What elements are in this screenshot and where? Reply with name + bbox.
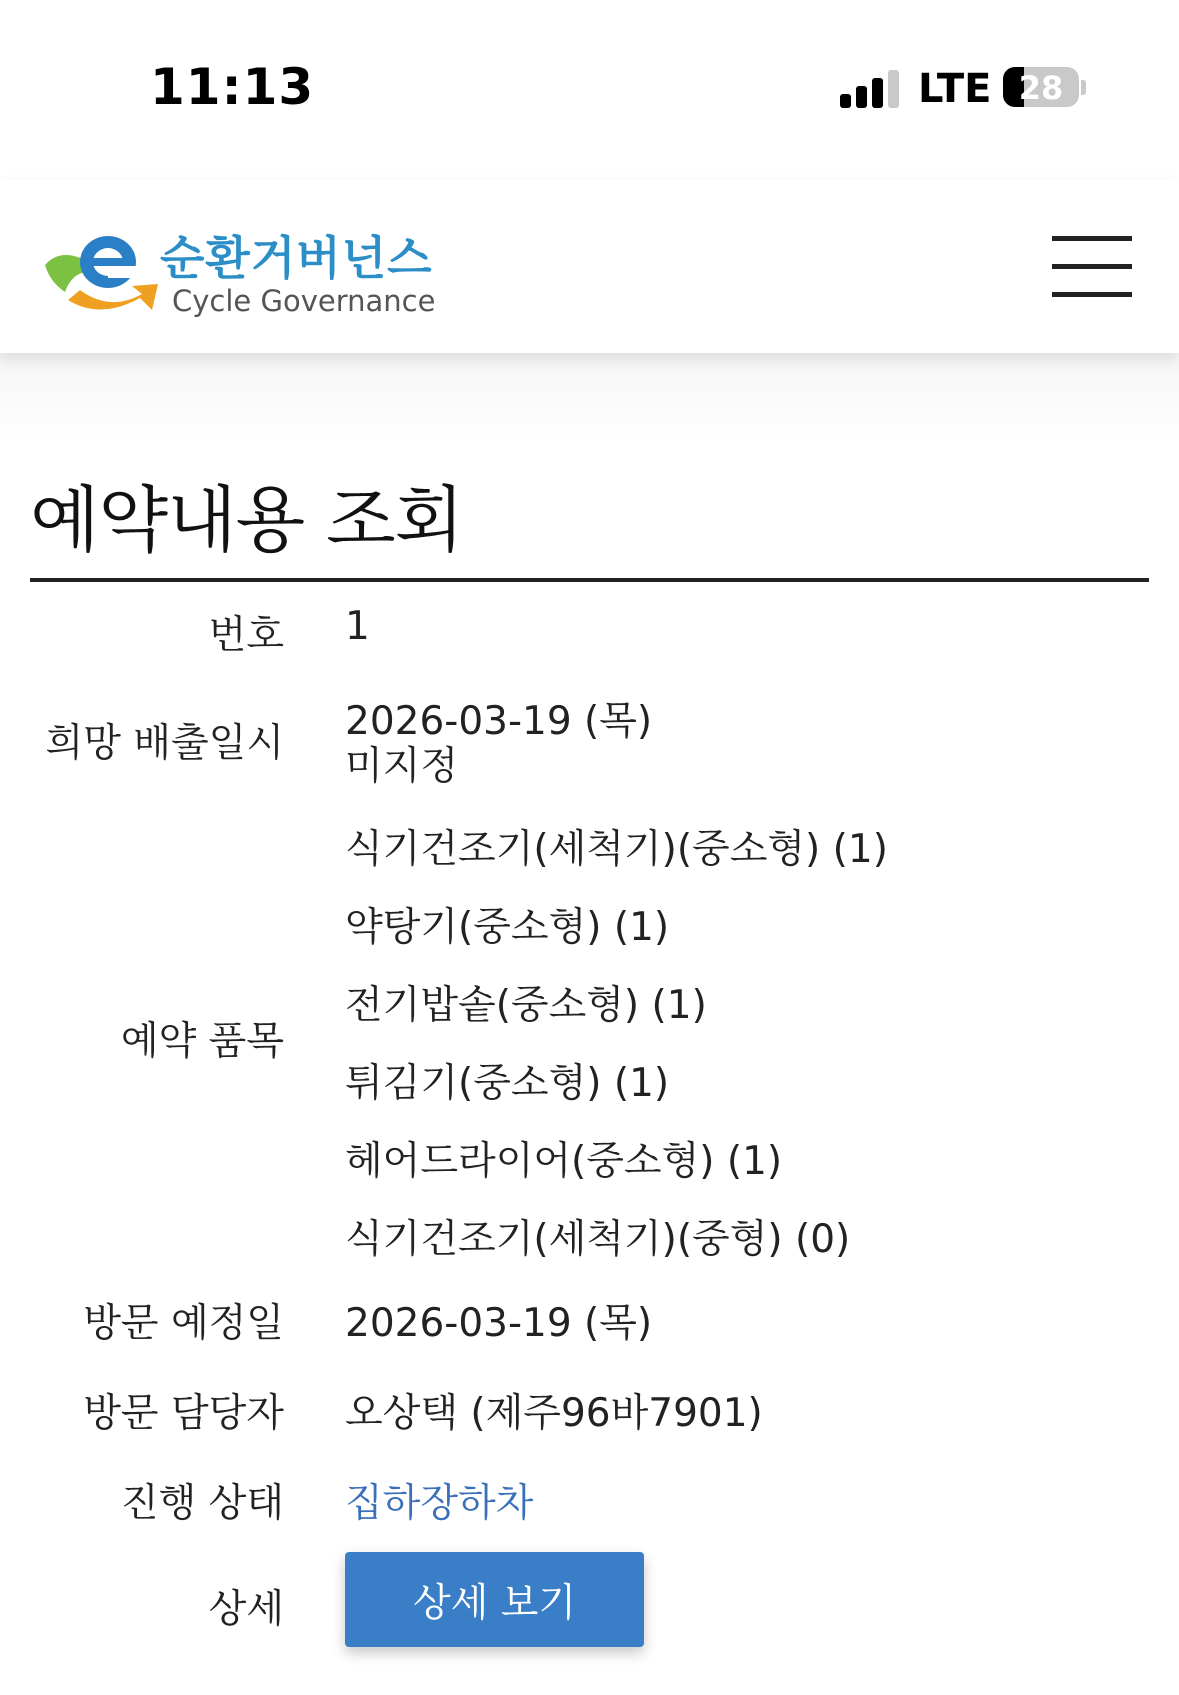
item-entry: 식기건조기(세척기)(중소형) (1) bbox=[345, 827, 888, 872]
battery-tip bbox=[1081, 80, 1086, 95]
battery-level: 28 bbox=[1018, 69, 1064, 107]
visit-date-label: 방문 예정일 bbox=[83, 1301, 284, 1346]
number-label: 번호 bbox=[208, 613, 284, 658]
item-entry: 전기밥솥(중소형) (1) bbox=[345, 983, 707, 1028]
items-label: 예약 품목 bbox=[120, 1019, 284, 1064]
page-title: 예약내용 조회 bbox=[30, 478, 464, 562]
logo-mark-icon bbox=[40, 220, 170, 320]
desired-date-label: 희망 배출일시 bbox=[45, 721, 284, 766]
item-entry: 식기건조기(세척기)(중형) (0) bbox=[345, 1217, 851, 1262]
signal-strength-icon bbox=[840, 70, 900, 108]
visit-staff-label: 방문 담당자 bbox=[83, 1391, 284, 1436]
status-bar bbox=[0, 0, 1179, 180]
logo-text-korean: 순환거버넌스 bbox=[160, 231, 433, 285]
logo-text-english: Cycle Governance bbox=[172, 284, 436, 318]
detail-label: 상세 bbox=[208, 1587, 284, 1632]
site-header bbox=[0, 180, 1179, 353]
view-detail-button[interactable]: 상세 보기 bbox=[345, 1552, 644, 1647]
desired-date-value: 2026-03-19 (목) bbox=[345, 699, 653, 744]
item-entry: 약탕기(중소형) (1) bbox=[345, 905, 670, 950]
item-entry: 헤어드라이어(중소형) (1) bbox=[345, 1139, 783, 1184]
item-entry: 튀김기(중소형) (1) bbox=[345, 1061, 670, 1106]
battery-icon bbox=[1003, 67, 1079, 107]
visit-staff-value: 오상택 (제주96바7901) bbox=[345, 1391, 763, 1436]
hamburger-menu-icon[interactable] bbox=[1052, 236, 1132, 298]
progress-status-link[interactable]: 집하장하차 bbox=[345, 1481, 534, 1526]
title-divider bbox=[30, 578, 1149, 582]
visit-date-value: 2026-03-19 (목) bbox=[345, 1301, 653, 1346]
network-type: LTE bbox=[918, 66, 992, 112]
site-logo[interactable] bbox=[40, 220, 450, 320]
number-value: 1 bbox=[345, 604, 370, 649]
progress-label: 진행 상태 bbox=[120, 1481, 284, 1526]
status-time: 11:13 bbox=[150, 58, 315, 116]
desired-time-value: 미지정 bbox=[345, 744, 459, 789]
